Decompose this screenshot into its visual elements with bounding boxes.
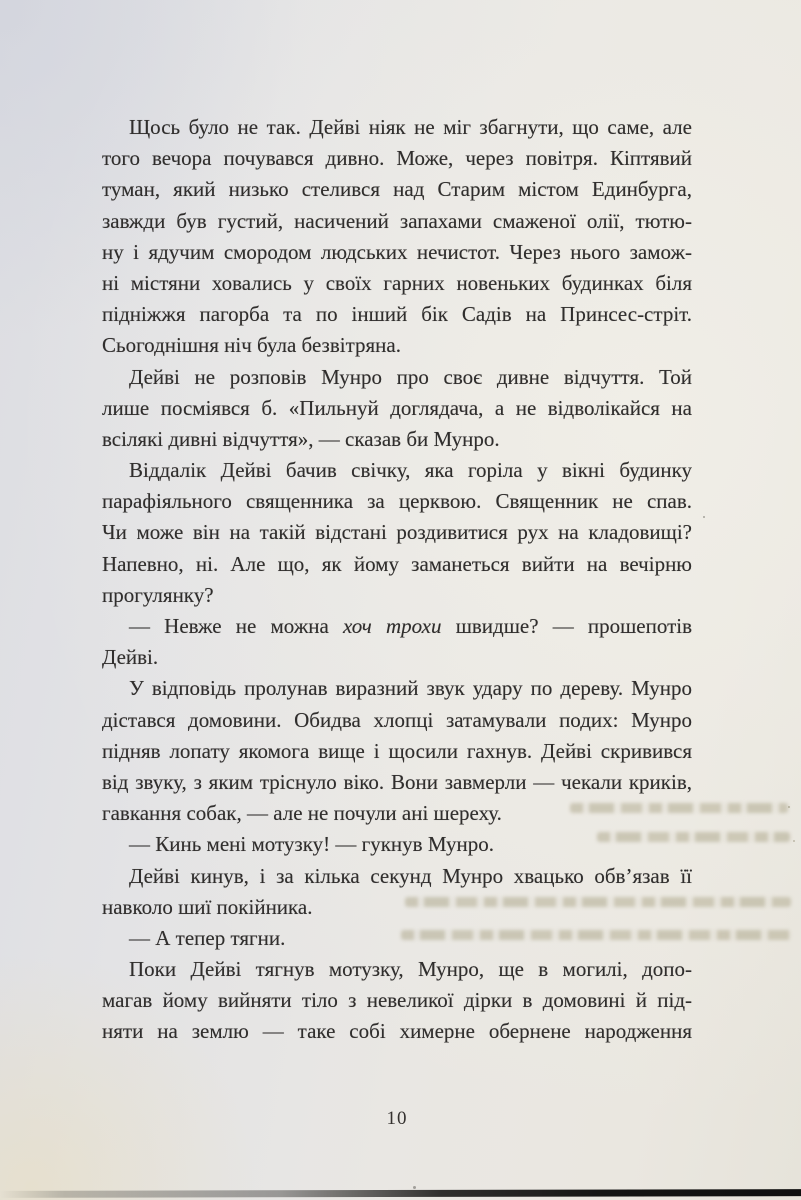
text-line: навколо шиї покійника. xyxy=(102,894,313,919)
text-line: — Кинь мені мотузку! — гукнув Мунро. xyxy=(129,832,494,857)
showthrough-ghost-line xyxy=(597,832,790,842)
text-line: того вечора почувався дивно. Може, через повітря. Кіптявий xyxy=(102,146,692,171)
text-line: Чи може він на такій відстані роздивитися рух на кладовищі? xyxy=(102,520,692,545)
text-line: ні містяни ховались у своїх гарних новеньких будинках біля xyxy=(102,270,692,295)
text-line: завжди був густий, насичений запахами смаженої олії, тютю- xyxy=(102,208,692,233)
showthrough-ghost-line xyxy=(401,930,791,940)
text-line: магав йому вийняти тіло з невеликої дірки в домовині й під- xyxy=(102,988,692,1013)
text-line: — Невже не можна хоч трохи швидше? — прошепотів xyxy=(129,614,692,638)
text-line: туман, який низько стелився над Старим містом Единбурга, xyxy=(102,177,692,202)
text-line: У відповідь пролунав виразний звук удару по дереву. Мунро xyxy=(129,676,692,701)
text-line: Поки Дейві тягнув мотузку, Мунро, ще в могилі, допо- xyxy=(129,957,692,982)
text-block xyxy=(102,112,692,1048)
dust-speck xyxy=(793,840,795,842)
text-line: прогулянку? xyxy=(102,582,214,607)
text-line: всілякі дивні відчуття», — сказав би Мунро. xyxy=(102,426,500,451)
text-line: Щось було не так. Дейві ніяк не міг збагнути, що саме, але xyxy=(129,115,692,139)
text-line: гавкання собак, — але не почули ані шереху. xyxy=(102,801,502,826)
text-line: Напевно, ні. Але що, як йому заманеться вийти на вечірню xyxy=(102,551,692,576)
showthrough-ghost-line xyxy=(570,803,788,813)
text-line: Дейві не розповів Мунро про своє дивне відчуття. Той xyxy=(129,364,692,389)
text-line: від звуку, з яким тріснуло віко. Вони завмерли — чекали криків, xyxy=(102,769,692,794)
text-line: лише посміявся б. «Пильнуй доглядача, а не відволікайся на xyxy=(102,395,692,420)
text-line: дістався домовини. Обидва хлопці затамували подих: Мунро xyxy=(102,707,692,732)
text-line: Віддалік Дейві бачив свічку, яка горіла у вікні будинку xyxy=(129,458,692,483)
page-number: 10 xyxy=(386,1108,408,1129)
text-line: Дейві кинув, і за кілька секунд Мунро хвацько обв’язав її xyxy=(129,863,692,888)
dust-speck xyxy=(703,516,705,518)
text-line: — А тепер тягни. xyxy=(129,925,286,950)
dust-speck xyxy=(413,1186,416,1189)
dust-speck xyxy=(788,806,790,808)
book-bottom-edge xyxy=(0,1189,801,1198)
text-line: Дейві. xyxy=(102,645,159,670)
text-line: Сьогоднішня ніч була безвітряна. xyxy=(102,333,401,358)
showthrough-ghost-line xyxy=(405,897,791,907)
text-line: підніжжя пагорба та по інший бік Садів на Принсес-стріт. xyxy=(102,302,692,327)
text-line: підняв лопату якомога вище і щосили гахнув. Дейві скривився xyxy=(102,738,692,763)
text-line: ну і ядучим смородом людських нечистот. Через нього замож- xyxy=(102,239,692,264)
text-line: парафіяльного священника за церквою. Священник не спав. xyxy=(102,489,692,514)
text-line: няти на землю — таке собі химерне обернене народження xyxy=(102,1019,692,1044)
